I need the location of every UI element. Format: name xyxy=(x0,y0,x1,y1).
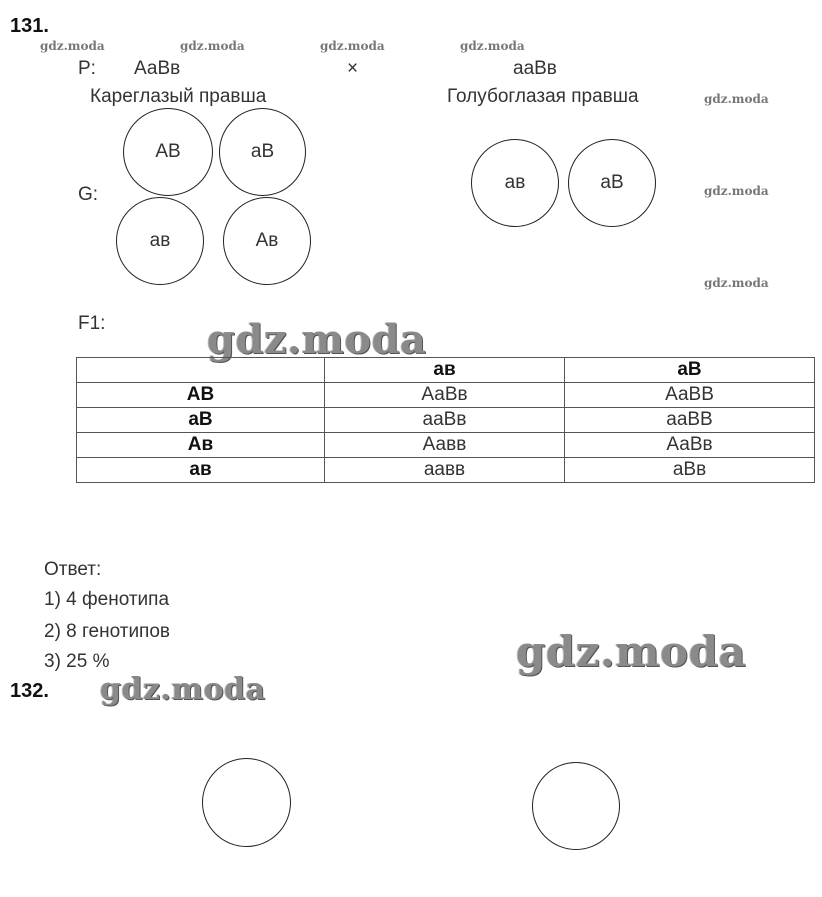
row-gamete: Ав xyxy=(77,433,325,458)
table-row xyxy=(77,383,815,408)
parents-label: P: xyxy=(78,58,96,79)
genotype-cell: АаВв xyxy=(325,383,565,408)
table-header-cell: ав xyxy=(325,358,565,383)
watermark: gdz.moda xyxy=(704,92,769,106)
father-phenotype: Голубоглазая правша xyxy=(447,86,639,107)
gamete-circle: АВ xyxy=(123,108,213,196)
watermark: gdz.moda xyxy=(180,39,245,53)
punnett-square xyxy=(76,357,815,483)
problem-132-number: 132. xyxy=(10,680,49,702)
watermark: gdz.moda xyxy=(207,316,427,363)
answer-item: 1) 4 фенотипа xyxy=(44,589,170,610)
genotype-cell: АаВв xyxy=(565,433,815,458)
father-genotype: ааВв xyxy=(513,58,557,79)
genotype-cell: ааВВ xyxy=(565,408,815,433)
watermark: gdz.moda xyxy=(320,39,385,53)
watermark: gdz.moda xyxy=(100,672,266,707)
watermark: gdz.moda xyxy=(516,627,747,676)
table-row xyxy=(77,458,815,483)
mother-phenotype: Кареглазый правша xyxy=(90,86,267,107)
empty-gamete-circle xyxy=(532,762,620,850)
genotype-cell: АаВВ xyxy=(565,383,815,408)
problem-131-number: 131. xyxy=(10,15,49,37)
answer-item: 2) 8 генотипов xyxy=(44,621,171,642)
answer-item: 3) 25 % xyxy=(44,651,110,672)
table-header-cell: аВ xyxy=(565,358,815,383)
row-gamete: аВ xyxy=(77,408,325,433)
watermark: gdz.moda xyxy=(704,184,769,198)
table-header-row xyxy=(77,358,815,383)
genotype-cell: Аавв xyxy=(325,433,565,458)
gamete-circle: аВ xyxy=(219,108,306,196)
row-gamete: АВ xyxy=(77,383,325,408)
watermark: gdz.moda xyxy=(704,276,769,290)
empty-gamete-circle xyxy=(202,758,291,847)
mother-genotype: АаВв xyxy=(134,58,181,79)
gamete-circle: аВ xyxy=(568,139,656,227)
table-header-cell xyxy=(77,358,325,383)
gamete-circle: ав xyxy=(471,139,559,227)
row-gamete: ав xyxy=(77,458,325,483)
gametes-label: G: xyxy=(78,184,99,205)
table-row xyxy=(77,433,815,458)
cross-symbol: × xyxy=(347,58,359,79)
answer-title: Ответ: xyxy=(44,559,102,580)
gamete-circle: ав xyxy=(116,197,204,285)
watermark: gdz.moda xyxy=(460,39,525,53)
genotype-cell: аавв xyxy=(325,458,565,483)
genotype-cell: аВв xyxy=(565,458,815,483)
watermark: gdz.moda xyxy=(40,39,105,53)
f1-label: F1: xyxy=(78,313,106,334)
table-row xyxy=(77,408,815,433)
genotype-cell: ааВв xyxy=(325,408,565,433)
gamete-circle: Ав xyxy=(223,197,311,285)
